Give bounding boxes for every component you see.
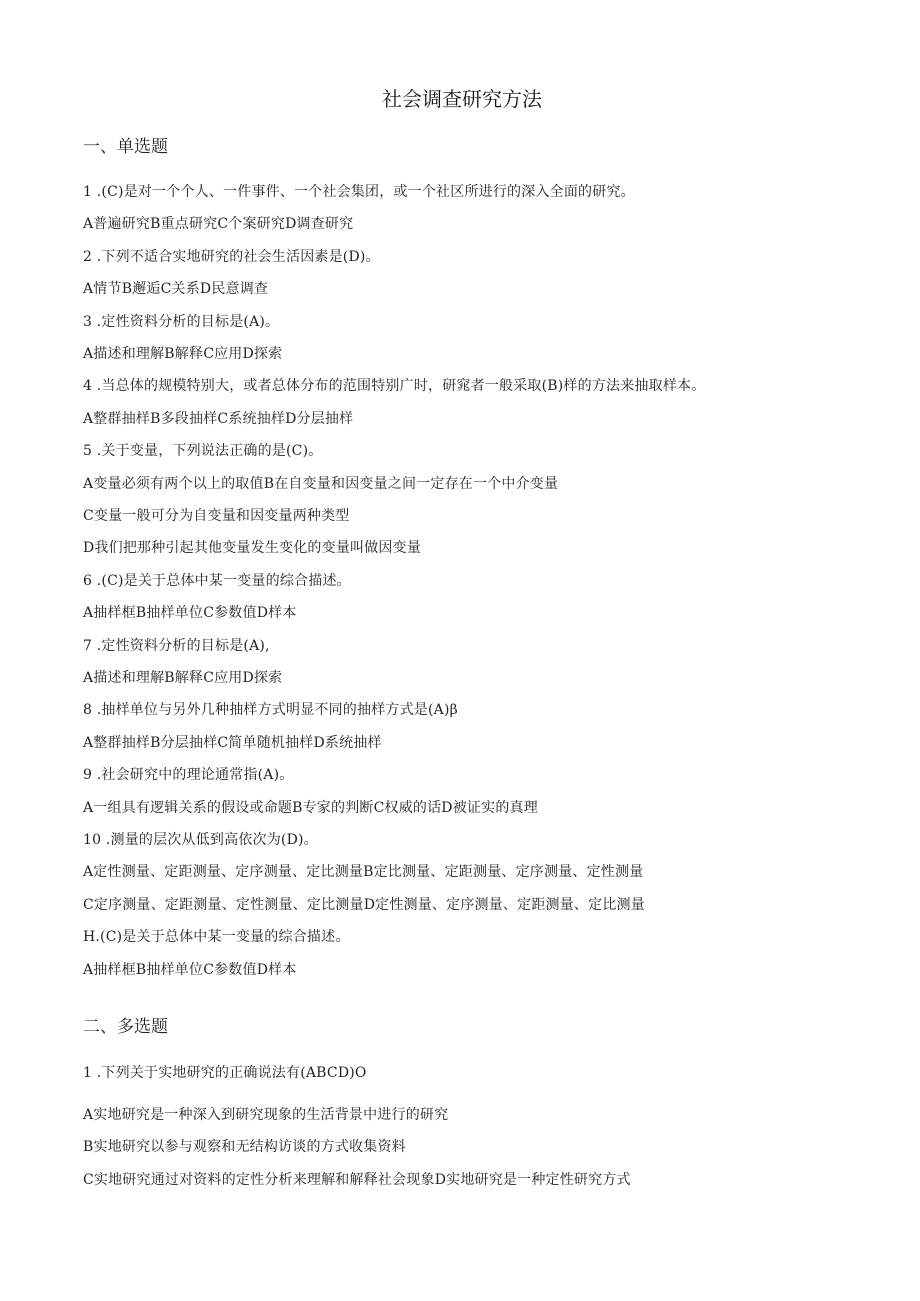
answer-options-line: A描述和理解B解释C应用D探索 xyxy=(83,670,283,686)
answer-options-line: A一组具有逻辑关系的假设或命题B专家的判断C权威的话D被证实的真理 xyxy=(83,799,538,816)
question-line: 1 .(C)是对一个个人、一件事件、一个社会集团，或一个社区所进行的深入全面的研究。 xyxy=(83,184,635,200)
question-line: 6 .(C)是关于总体中某一变量的综合描述。 xyxy=(83,572,351,589)
answer-options-line: A变量必须有两个以上的取值B在自变量和因变量之间一定存在一个中介变量 xyxy=(83,475,559,492)
document-title: 社会调查研究方法 xyxy=(382,87,542,111)
answer-options-line: A整群抽样B多段抽样C系统抽样D分层抽样 xyxy=(83,410,354,427)
question-line: 3 .定性资料分析的目标是(A)。 xyxy=(83,313,280,330)
section-heading-single-choice: 一、单选题 xyxy=(83,137,168,157)
section-heading-multiple-choice: 二、多选题 xyxy=(83,1017,168,1037)
question-line: 4 .当总体的规模特别大，或者总体分布的范围特别广时，研窕者一般采取(B)样的方法来抽取样本。 xyxy=(83,378,706,395)
answer-options-line: A情节B邂逅C关系D民意调查 xyxy=(83,281,269,298)
question-line: 10 .测量的层次从低到高依次为(D)。 xyxy=(83,832,318,848)
question-line: 2 .下列不适合实地研究的社会生活因素是(D)。 xyxy=(83,248,380,265)
answer-options-line: C定序测量、定距测量、定性测量、定比测量D定性测量、定序测量、定距测量、定比测量 xyxy=(83,896,645,913)
question-line: 7 .定性资料分析的目标是(A), xyxy=(83,637,270,654)
question-line: 5 .关于变量，下列说法正确的是(C)。 xyxy=(83,443,323,460)
answer-options-line: A描述和理解B解释C应用D探索 xyxy=(83,346,283,362)
question-line: 9 .社会研究中的理论通常指(A)。 xyxy=(83,767,294,784)
answer-options-line: A定性测量、定距测量、定序测量、定比测量B定比测量、定距测量、定序测量、定性测量 xyxy=(83,864,644,881)
answer-options-line: A实地研究是一种深入到研究现象的生活背景中进行的研究 xyxy=(83,1107,449,1123)
answer-options-line: A抽样框B抽样单位C参数值D样本 xyxy=(83,961,297,978)
question-line: 8 .抽样单位与另外几种抽样方式明显不同的抽样方式是(A)β xyxy=(83,702,458,719)
answer-options-line: C实地研究通过对资料的定性分析来理解和解释社会现象D实地研究是一种定性研究方式 xyxy=(83,1172,631,1188)
answer-options-line: A普遍研究B重点研究C个案研究D调查研究 xyxy=(83,216,354,233)
answer-options-line: D我们把那种引起其他变量发生变化的变量叫做因变量 xyxy=(83,540,422,557)
answer-options-line: A整群抽样B分层抽样C简单随机抽样D系统抽样 xyxy=(83,734,382,751)
answer-options-line: B实地研究以参与观察和无结构访谈的方式收集资料 xyxy=(83,1139,406,1155)
question-line: H.(C)是关于总体中某一变量的综合描述。 xyxy=(83,929,350,946)
answer-options-line: A抽样框B抽样单位C参数值D样本 xyxy=(83,605,297,622)
question-line: 1 .下列关于实地研究的正确说法有(ABCD)O xyxy=(83,1065,367,1081)
answer-options-line: C变量一般可分为自变量和因变量两种类型 xyxy=(83,508,350,524)
